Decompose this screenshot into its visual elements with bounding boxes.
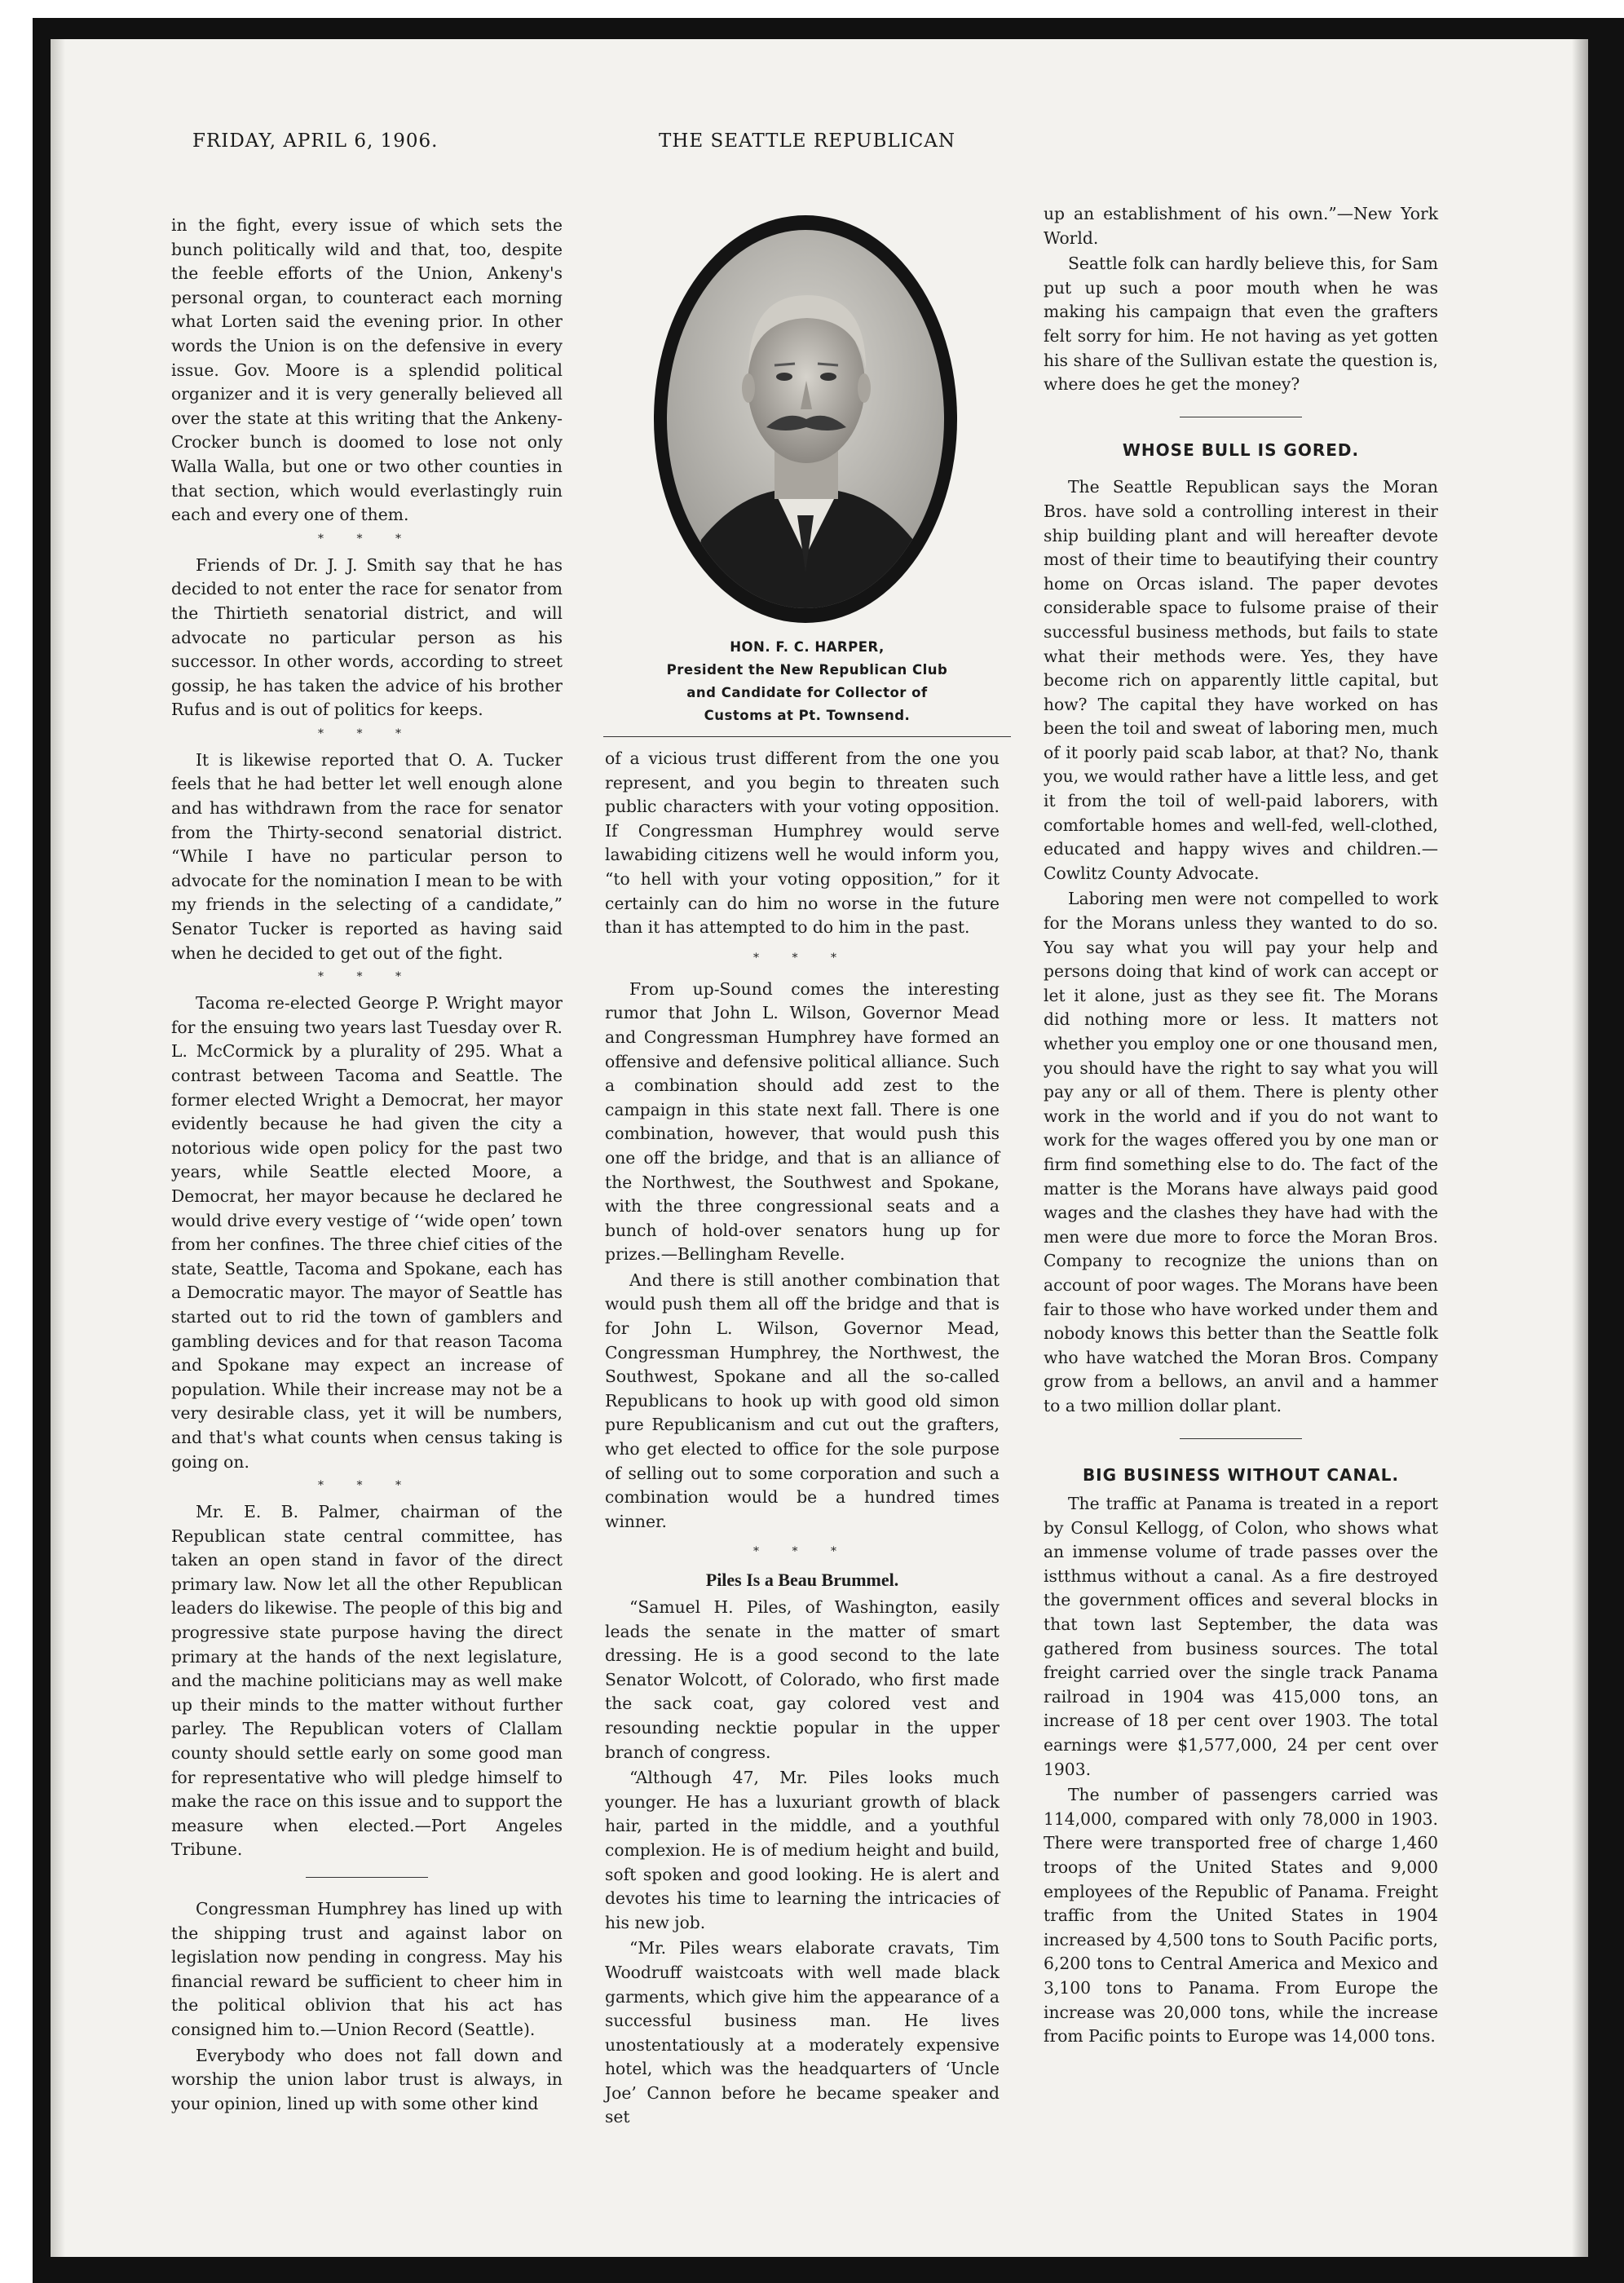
page-date: FRIDAY, APRIL 6, 1906. — [192, 130, 439, 152]
article-paragraph: Tacoma re-elected George P. Wright mayor for the ensuing two years last Tuesday over R. L. McCormick by a plurality of 295. What a contrast between Tacoma and Seattle. The former elected Wright a Democrat, her mayor evidently because he had given the city a notorious wide open policy for the past two years, while Seattle elected Moore, a Democrat, her mayor because he declared he would drive every vestige of ‘‘wide open’ town from her confines. The three chief cities of the state, Seattle, Tacoma and Spokane, each has a Democratic mayor. The mayor of Seattle has started out to rid the town of gamblers and gambling devices and for that reason Tacoma and Spokane may expect an increase of population. While their increase may not be a very desirable class, yet it will be numbers, and that's what counts when census taking is going on. — [171, 993, 563, 1472]
section-stars: * * * — [753, 1545, 851, 1559]
article-paragraph: in the fight, every issue of which sets the bunch politically wild and that, too, despite the feeble efforts of the Union, Ankeny's personal organ, to counteract each morning what Lorten said the evening prior. In other words the Union is on the defensive in every issue. Gov. Moore is a splendid political organizer and it is very generally believed all over the state at this writing that the Ankeny-Crocker bunch is doomed to lose not only Walla Walla, but one or two other counties in that section, which would everlastingly ruin each and every one of them. — [171, 215, 563, 525]
article-paragraph: Mr. E. B. Palmer, chairman of the Republican state central committee, has taken an open stand in favor of the direct primary law. Now let all the other Republican leaders do likewise. The people of this big and progressive state purpose having the direct primary at the hands of the next legislature, and the machine politicians may as well make up their minds to the matter without further parley. The Republican voters of Clallam county should settle early on some good man for representative who will pledge himself to make the race on this issue and to support the measure when elected.—Port Angeles Tribune. — [171, 1502, 563, 1860]
article-paragraph: Friends of Dr. J. J. Smith say that he has decided to not enter the race for senator from the Thirtieth senatorial district, and will advocate no particular person as his successor. In other words, according to street gossip, he has taken the advice of his brother Rufus and is out of politics for keeps. — [171, 554, 563, 720]
section-divider — [1180, 1438, 1302, 1439]
portrait-photo — [652, 214, 959, 625]
masthead-title: THE SEATTLE REPUBLICAN — [659, 130, 956, 152]
article-paragraph: The number of passengers carried was 114,000, compared with only 78,000 in 1903. There were transported free of charge 1,460 troops of the United States and 9,000 employees of the Republic of Panama. Freight traffic from the United States in 1904 increased by 4,500 tons to South Pacific ports, 6,200 tons to Central America and Mexico and 3,100 tons to Panama. From Europe the increase was 20,000 tons, while the increase from Pacific points to Europe was 14,000 tons. — [1044, 1785, 1438, 2047]
article-paragraph: It is likewise reported that O. A. Tucker feels that he had better let well enough alone and has withdrawn from the race for senator from the Thirty-second senatorial district. “While I have no particular person to advocate for the nomination I mean to be with my friends in the selecting of a candidate,” Senator Tucker is reported as having said when he decided to get out of the fight. — [171, 749, 563, 963]
article-paragraph: Seattle folk can hardly believe this, for Sam put up such a poor mouth when he was making his campaign that even the grafters felt sorry for him. He not having as yet gotten his share of the Sullivan estate the question is, where does he get the money? — [1044, 254, 1438, 395]
article-paragraph: The traffic at Panama is treated in a report by Consul Kellogg, of Colon, who shows what an immense volume of trade passes over the istthmus without a canal. As a fire destroyed the government offices and several blocks in that town last September, the data was gathered from business sources. The total freight carried over the single track Panama railroad in 1904 was 415,000 tons, an increase of 18 per cent over 1903. The total earnings were $1,577,000, 24 per cent over 1903. — [1044, 1494, 1438, 1779]
caption-rule — [603, 736, 1011, 737]
caption-line: and Candidate for Collector of — [686, 685, 928, 700]
article-paragraph: Laboring men were not compelled to work for the Morans unless they wanted to do so. You say what you will pay your help and persons doing that kind of work can accept or let it alone, just as they see fit. The Morans did nothing more or less. It matters not whether you employ one or one thousand men, you should have the right to say what you will pay any or all of them. There is plenty other work in the world and if you do not want to work for the wages offered you by one man or firm find something else to do. The fact of the matter is the Morans have always paid good wages and the clashes they have had with the men were due more to force the Moran Bros. Company to recognize the unions than on account of poor wages. The Morans have been fair to those who have worked under them and nobody knows this better than the Seattle folk who have watched the Moran Bros. Company grow from a bellows, an anvil and a hammer to a two million dollar plant. — [1044, 889, 1438, 1415]
section-stars: * * * — [318, 532, 416, 545]
middle-column — [605, 747, 1000, 2130]
right-column — [1044, 202, 1438, 2049]
article-paragraph: “Mr. Piles wears elaborate cravats, Tim Woodruff waistcoats with well made black garments, which give him the appearance of a successful business man. He lives unostentatiously at a moderately expensive hotel, which was the headquarters of ‘Uncle Joe’ Cannon before he became speaker and set — [605, 1938, 1000, 2127]
section-stars: * * * — [318, 726, 416, 740]
caption-line: Customs at Pt. Townsend. — [704, 708, 911, 723]
article-paragraph: Congressman Humphrey has lined up with the shipping trust and against labor on legislation now pending in congress. May his financial reward be sufficient to cheer him in the political oblivion that his act has consigned him to.—Union Record (Seattle). — [171, 1899, 563, 2039]
section-stars: * * * — [318, 1479, 416, 1493]
article-paragraph: From up-Sound comes the interesting rumor that John L. Wilson, Governor Mead and Congressman Humphrey have formed an offensive and defensive political alliance. Such a combination should add zest to the campaign in this state next fall. There is one combination, however, that would push this one off the bridge, and that is an alliance of the Northwest, the Southwest and Spokane, with the three congressional seats and a bunch of hold-over senators hung up for prizes.—Bellingham Revelle. — [605, 978, 1000, 1265]
portrait-caption — [595, 636, 1019, 727]
article-paragraph: “Samuel H. Piles, of Washington, easily leads the senate in the matter of smart dressing. He is a good second to the late Senator Wolcott, of Colorado, who first made the sack coat, gay colored vest and resounding necktie popular in the upper branch of congress. — [605, 1597, 1000, 1762]
article-paragraph: The Seattle Republican says the Moran Bros. have sold a controlling interest in their ship building plant and will hereafter devote most of their time to beautifying their country home on Orcas island. The paper devotes considerable space to fulsome praise of their successful business methods, but fails to state what their methods were. Yes, they have become rich on apparently little capital, but how? The capital they have worked on has been the toil and sweat of laboring men, much of it poorly paid scab labor, at that? No, thank you, we would rather have a little less, and get it from the toil of well-paid laborers, with comfortable homes and well-fed, well-clothed, educated and happy wives and children.—Cowlitz County Advocate. — [1044, 477, 1438, 883]
article-heading: WHOSE BULL IS GORED. — [1122, 439, 1360, 460]
edge-shadow — [1572, 39, 1588, 2257]
article-paragraph: of a vicious trust different from the one you represent, and you begin to threaten such public characters with your voting opposition. If Congressman Humphrey would serve lawabiding citizens well he would inform you, “to hell with your voting opposition,” for it certainly can do him no worse in the future than it has attempted to do him in the past. — [605, 748, 1000, 938]
caption-name: HON. F. C. HARPER, — [730, 639, 885, 655]
portrait-oval-image — [652, 214, 959, 625]
article-heading: BIG BUSINESS WITHOUT CANAL. — [1082, 1464, 1400, 1485]
article-heading: Piles Is a Beau Brummel. — [705, 1570, 899, 1591]
section-stars: * * * — [753, 951, 851, 965]
article-paragraph: Everybody who does not fall down and worship the union labor trust is always, in your opinion, lined up with some other kind — [171, 2045, 563, 2113]
section-stars: * * * — [318, 970, 416, 984]
article-paragraph: up an establishment of his own.”—New York World. — [1044, 204, 1438, 248]
article-paragraph: “Although 47, Mr. Piles looks much younger. He has a luxuriant growth of black hair, parted in the middle, and a youthful complexion. He is of medium height and build, soft spoken and good looking. He is alert and devotes his time to learning the intricacies of his new job. — [605, 1768, 1000, 1932]
article-paragraph: And there is still another combination that would push them all off the bridge and that is for John L. Wilson, Governor Mead, Congressman Humphrey, the Northwest, the Southwest, Spokane and all the so-called Republicans to hook up with good old simon pure Republicanism and cut out the grafters, who get elected to office for the sole purpose of selling out to some corporation and such a combination would be a hundred times winner. — [605, 1270, 1000, 1531]
section-divider — [306, 1877, 428, 1878]
binding-shadow — [51, 39, 65, 2257]
caption-line: President the New Republican Club — [666, 662, 948, 678]
left-column — [171, 214, 563, 2116]
